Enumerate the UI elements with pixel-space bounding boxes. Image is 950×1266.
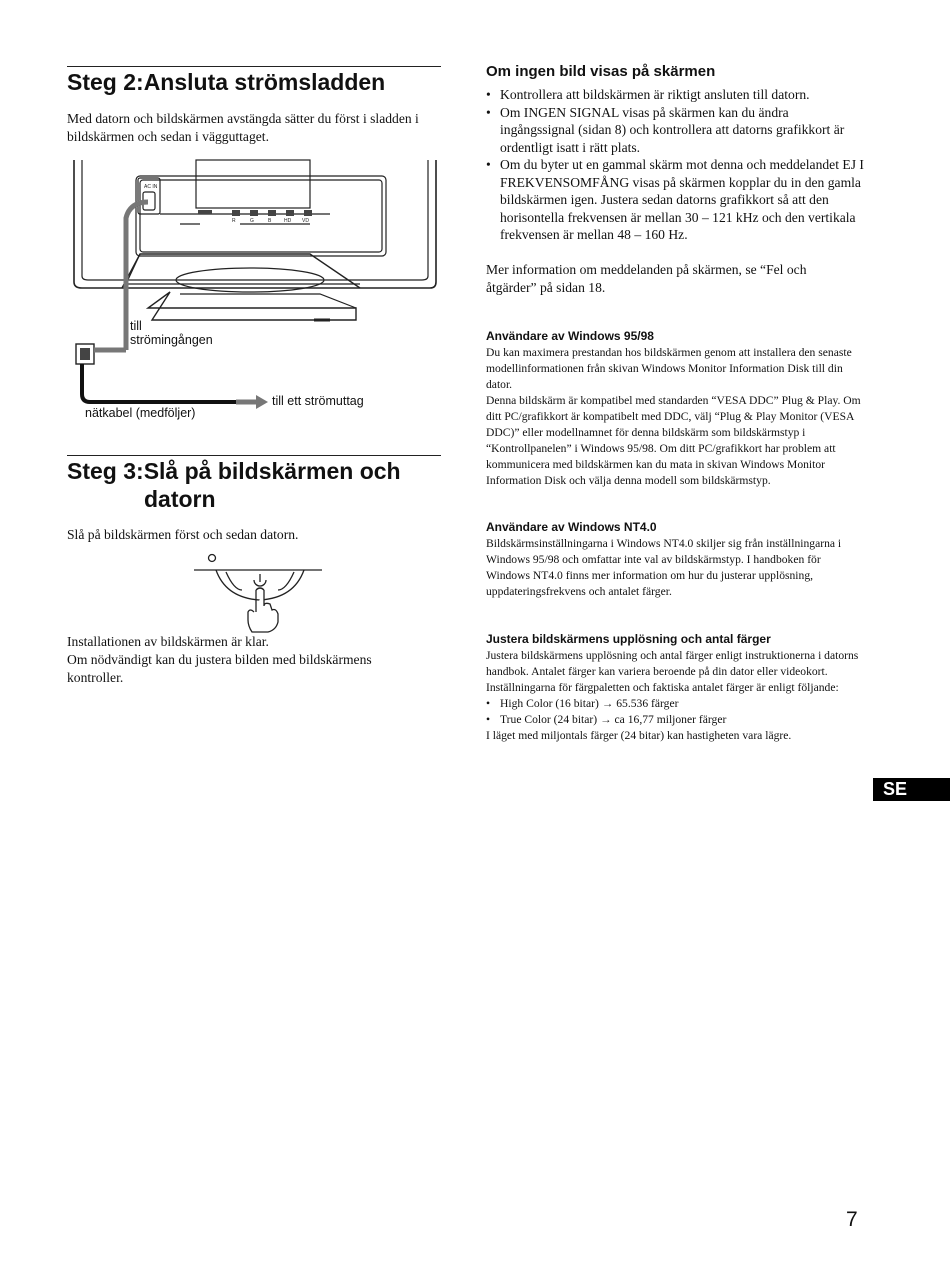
- after-line2: Om nödvändigt kan du justera bilden med bildskärmens kontroller.: [67, 652, 372, 685]
- resolution-para: Justera bildskärmens upplösning och antal färger enligt instruktionerna i datorns handbok. Antalet färger kan variera beroende på din dator eller videokort. Inställningarna för färgpaletten och faktiska antalet färger är enligt följande:: [486, 649, 859, 694]
- color-list: [486, 696, 861, 728]
- step2-title: Ansluta strömsladden: [143, 69, 386, 95]
- list-item: • True Color (24 bitar) → ca 16,77 miljoner färger: [486, 712, 861, 728]
- noimage-title: Om ingen bild visas på skärmen: [486, 63, 716, 80]
- noimage-bullets: [486, 86, 864, 244]
- port-label-g: G: [250, 218, 254, 224]
- list-item: • Kontrollera att bildskärmen är riktigt ansluten till datorn.: [486, 86, 864, 104]
- power-button-diagram: [190, 550, 330, 634]
- cable-label: nätkabel (medföljer): [85, 406, 196, 420]
- step3-heading: [67, 457, 447, 513]
- outlet-label: till ett strömuttag: [272, 394, 364, 408]
- step2-heading: [67, 68, 447, 96]
- list-item: • Om du byter ut en gammal skärm mot denna och meddelandet EJ I FREKVENSOMFÅNG visas på skärmen kopplar du in den gamla bildskärmen igen. Justera sedan datorns grafikkort så att den horisontella frekvensen är mellan 30 – 121 kHz och den vertikala frekvensen är mellan 48 – 160 Hz.: [486, 156, 864, 244]
- step2-number: Steg 2:: [67, 69, 144, 95]
- noimage-more: Mer information om meddelanden på skärmen, se “Fel och åtgärder” på sidan 18.: [486, 262, 807, 295]
- port-label-b: B: [268, 218, 272, 224]
- port-label-r: R: [232, 218, 236, 224]
- resolution-note: I läget med miljontals färger (24 bitar) kan hastigheten vara lägre.: [486, 729, 792, 742]
- step2-rule: [67, 66, 441, 67]
- step3-title-line1: Slå på bildskärmen och: [143, 458, 401, 484]
- resolution-title: Justera bildskärmens upplösning och antal färger: [486, 632, 771, 646]
- nt4-para: Bildskärmsinställningarna i Windows NT4.0 skiljer sig från inställningarna i Windows 95/98 och omfattar inte val av bildskärmstyp. I handboken för Windows NT4.0 finns mer information om hur du justerar upplösning, uppdateringsfrekvens och antalet färger.: [486, 537, 842, 598]
- win95-title: Användare av Windows 95/98: [486, 329, 654, 343]
- win95-para1: Du kan maximera prestandan hos bildskärmen genom att installera den senaste modellinformationen från skivan Windows Monitor Information Disk till din dator.: [486, 346, 852, 391]
- acin-label: AC IN: [144, 184, 158, 190]
- port-label-vd: VD: [302, 218, 309, 224]
- power-input-label: till strömingången: [130, 319, 213, 347]
- step3-title-line2: datorn: [144, 486, 216, 512]
- after-line1: Installationen av bildskärmen är klar.: [67, 634, 269, 649]
- win95-body: [486, 345, 861, 489]
- language-tab: SE: [873, 778, 950, 801]
- nt4-title: Användare av Windows NT4.0: [486, 520, 657, 534]
- step2-text: Med datorn och bildskärmen avstängda sätter du först i sladden i bildskärmen och sedan i vägguttaget.: [67, 111, 419, 144]
- page-number: 7: [846, 1208, 858, 1231]
- step3-text: Slå på bildskärmen först och sedan datorn.: [67, 527, 299, 542]
- list-item: • Om INGEN SIGNAL visas på skärmen kan du ändra ingångssignal (sidan 8) och kontrollera att datorns grafikkort är ordentligt isatt i rätt plats.: [486, 104, 864, 157]
- win95-para2: Denna bildskärm är kompatibel med standarden “VESA DDC” Plug & Play. Om ditt PC/grafikkort är kompatibelt med DDC, välj “Plug & Play Monitor (VESA DDC)” eller modellnamnet för denna bildskärm som bildskärmstyp i “Kontrollpanelen” i Windows 95/98. Om ditt PC/grafikkort har problem att kommunicera med bildskärmen kan du mata in skivan Windows Monitor Information Disk och välja denna modell som bildskärmstyp.: [486, 394, 861, 487]
- port-label-hd: HD: [284, 218, 292, 224]
- power-cable-diagram: [60, 158, 445, 428]
- step3-number: Steg 3:: [67, 458, 144, 484]
- resolution-body: [486, 648, 861, 744]
- step3-rule: [67, 455, 441, 456]
- list-item: • High Color (16 bitar) → 65.536 färger: [486, 696, 861, 712]
